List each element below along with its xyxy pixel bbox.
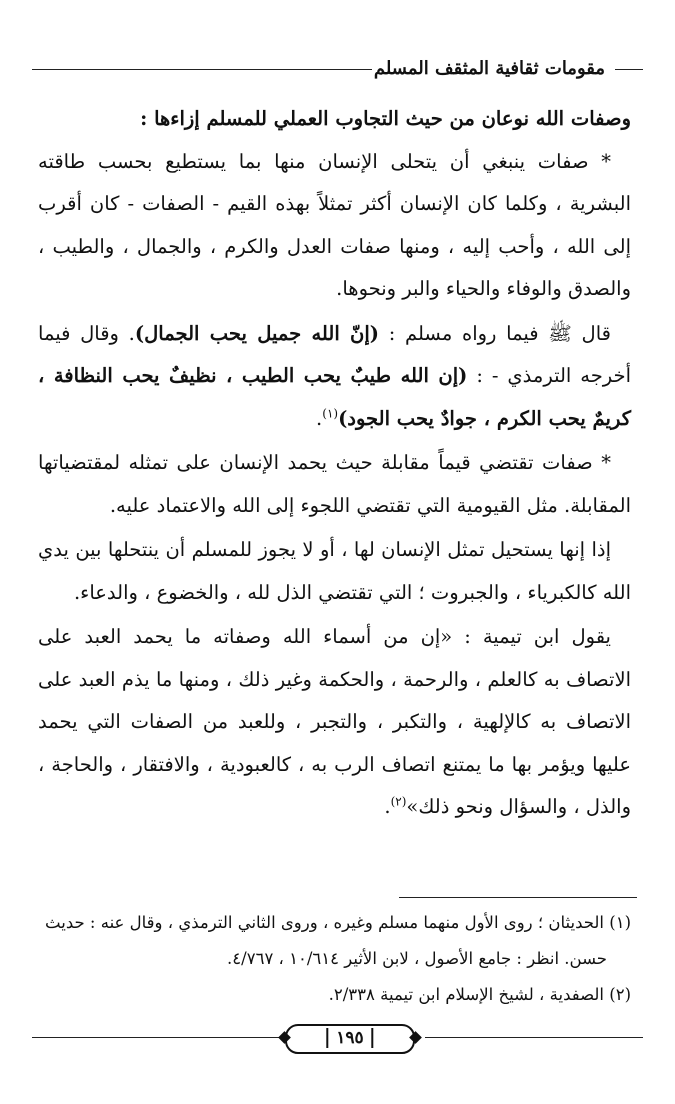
page-number: ١٩٥ [326,1028,373,1048]
paragraph-4-text: إذا إنها يستحيل تمثل الإنسان لها ، أو لا يجوز للمسلم أن ينتحلها بين يدي الله كالكبرياء ، والجبروت ؛ التي تقتضي الذل لله ، والخضوع ، والدعاء. [38,538,631,604]
paragraph-4 [38,529,631,614]
paragraph-5-text: يقول ابن تيمية : «إن من أسماء الله وصفاته ما يحمد العبد على الاتصاف به كالعلم ، والرحمة ، والحكمة وغير ذلك ، ومنها ما يذم العبد على الاتصاف به كالإلهية ، والتكبر ، والتجبر ، وللعبد من الصفات التي يحمد عليها ويؤمر بها ما يمتنع اتصاف الرب به ، كالعبودية ، والافتقار ، والحاجة ، والذل ، والسؤال ونحو ذلك» [38,625,631,818]
running-title: مقومات ثقافية المثقف المسلم [373,58,605,79]
footnote-1-line-1: (١) الحديثان ؛ روى الأول منهما مسلم وغيره ، وروى الثاني الترمذي ، وقال عنه : حديث [45,913,631,932]
footnote-ref-2: (٢) [390,794,407,809]
footnote-ref-1: (١) [322,406,339,420]
footer-rule-left [32,1037,280,1038]
paragraph-1 [38,141,631,311]
paragraph-2-text-c: . وقال فيما أخرجه الترمذي - : [38,321,632,387]
paragraph-1-text: * صفات ينبغي أن يتحلى الإنسان منها بما يستطيع بحسب طاقته البشرية ، وكلما كان الإنسان أكثر تمثلاً بهذه القيم - الصفات - كان أقرب إلى الله ، وأحب إليه ، ومنها صفات العدل والكرم ، والجمال ، والطيب ، والصدق والوفاء والحياء والبر ونحوها. [38,149,631,300]
footnotes [38,905,631,1013]
paragraph-2 [38,313,631,441]
paragraph-2-end: . [316,406,323,430]
footnote-1-line-2: حسن. انظر : جامع الأصول ، لابن الأثير ١٠/٦١٤ ، ٤/٧٦٧. [227,949,607,968]
hadith-2: (إن الله طيبٌ يحب الطيب ، نظيفٌ يحب النظافة ، كريمٌ يحب الكرم ، جوادٌ يحب الجود) [38,364,631,430]
page-header [32,56,643,84]
header-rule-right [615,69,643,70]
page-number-ornament [285,1024,415,1054]
paragraph-5 [38,616,631,829]
paragraph-3-text: * صفات تقتضي قيماً مقابلة حيث يحمد الإنسان على تمثله لمقتضياتها المقابلة. مثل القيومية التي تقتضي اللجوء إلى الله والاعتماد عليه. [38,451,631,517]
footnote-2: (٢) الصفدية ، لشيخ الإسلام ابن تيمية ٢/٣٣٨. [328,985,631,1004]
paragraph-3 [38,442,631,527]
header-rule-left [32,69,372,70]
page-footer [32,1024,643,1052]
paragraph-5-end: . [384,795,391,818]
paragraph-2-text-a: قال ﷺ فيما رواه مسلم : [379,321,611,345]
footnote-separator [399,897,637,898]
section-heading: وصفات الله نوعان من حيث التجاوب العملي للمسلم إزاءها : [140,107,631,130]
hadith-1: (إنّ الله جميل يحب الجمال) [134,321,380,345]
footer-rule-right [425,1037,643,1038]
main-text [38,98,631,829]
